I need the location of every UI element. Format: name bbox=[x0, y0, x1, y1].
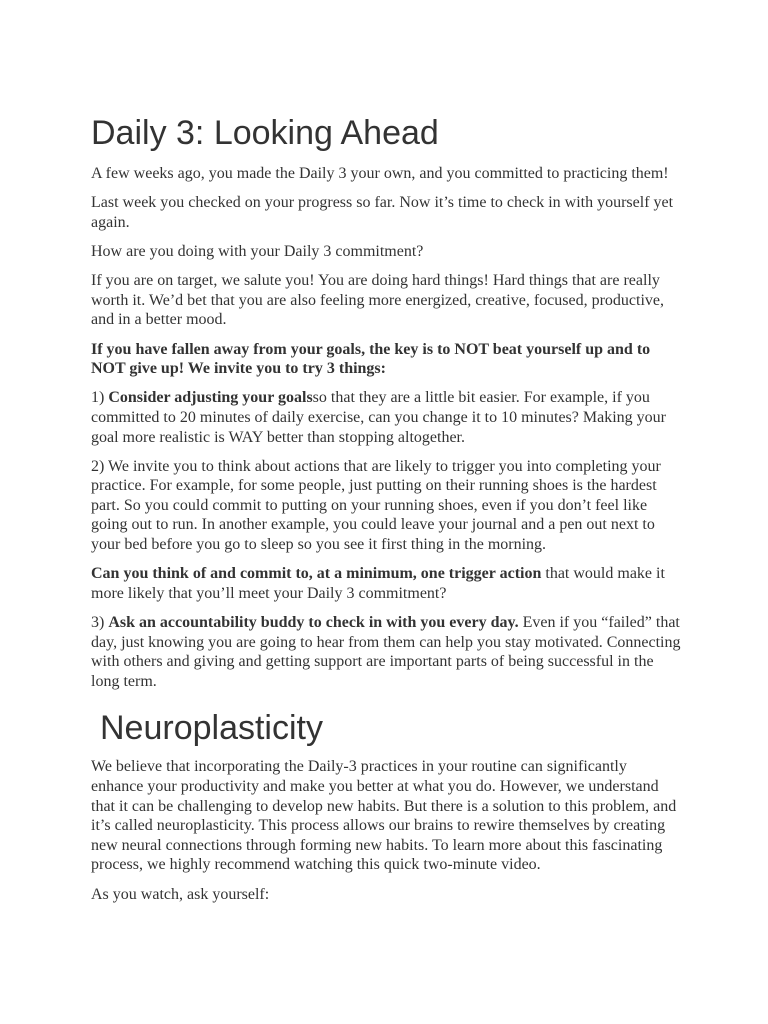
item-number: 1) bbox=[91, 389, 109, 407]
list-item-adjust-goals bbox=[91, 388, 681, 447]
paragraph-trigger-commit bbox=[91, 564, 681, 603]
section-title-daily-3: Daily 3: Looking Ahead bbox=[91, 114, 439, 152]
bold-adjust-goals: Consider adjusting your goals bbox=[108, 389, 313, 407]
list-item-accountability-buddy bbox=[91, 613, 681, 691]
bold-trigger-commit: Can you think of and commit to, at a minimum, one trigger action bbox=[91, 565, 542, 583]
paragraph-fallen-away bbox=[91, 340, 681, 379]
section-title-neuroplasticity: Neuroplasticity bbox=[100, 709, 323, 748]
item-text: so that they are a little bit easier. For example, if you committed to 20 minutes of daily exercise, can you change it to 10 minutes? Making your goal more realistic is WAY better than stopping altogether. bbox=[91, 389, 666, 446]
bold-fallen-away: If you have fallen away from your goals, the key is to NOT beat yourself up and to NOT give up! We invite you to try 3 things: bbox=[91, 340, 651, 378]
paragraph-as-you-watch: As you watch, ask yourself: bbox=[91, 885, 270, 903]
paragraph-progress: Last week you checked on your progress so far. Now it’s time to check in with yourself yet again. bbox=[91, 194, 674, 231]
bold-accountability-buddy: Ask an accountability buddy to check in with you every day. bbox=[108, 614, 519, 632]
list-item-trigger-actions: 2) We invite you to think about actions that are likely to trigger you into completing your practice. For example, for some people, just putting on their running shoes is the hardest part. So you could commit to putting on your running shoes, even if you don’t feel like going out to run. In another example, you could leave your journal and a pen out next to your bed before you go to sleep so you see it first thing in the morning. bbox=[91, 457, 661, 554]
paragraph-question: How are you doing with your Daily 3 commitment? bbox=[91, 242, 424, 260]
trigger-text: that would make it more likely that you’ll meet your Daily 3 commitment? bbox=[91, 565, 665, 602]
document-page bbox=[91, 112, 681, 914]
paragraph-neuroplasticity: We believe that incorporating the Daily-3 practices in your routine can significantly enhance your productivity and make you better at what you do. However, we understand that it can be challenging to develop new habits. But there is a solution to this problem, and it’s called neuroplasticity. This process allows our brains to rewire themselves by creating new neural connections through forming new habits. To learn more about this fascinating process, we highly recommend watching this quick two-minute video. bbox=[91, 758, 677, 874]
item-number: 3) bbox=[91, 614, 109, 632]
paragraph-intro: A few weeks ago, you made the Daily 3 your own, and you committed to practicing them! bbox=[91, 165, 669, 182]
paragraph-on-target: If you are on target, we salute you! You are doing hard things! Hard things that are really worth it. We’d bet that you are also feeling more energized, creative, focused, productive, and in a better mood. bbox=[91, 272, 665, 329]
item-text: Even if you “failed” that day, just knowing you are going to hear from them can help you stay motivated. Connecting with others and giving and getting support are important parts of being successful in the long term. bbox=[91, 614, 681, 690]
